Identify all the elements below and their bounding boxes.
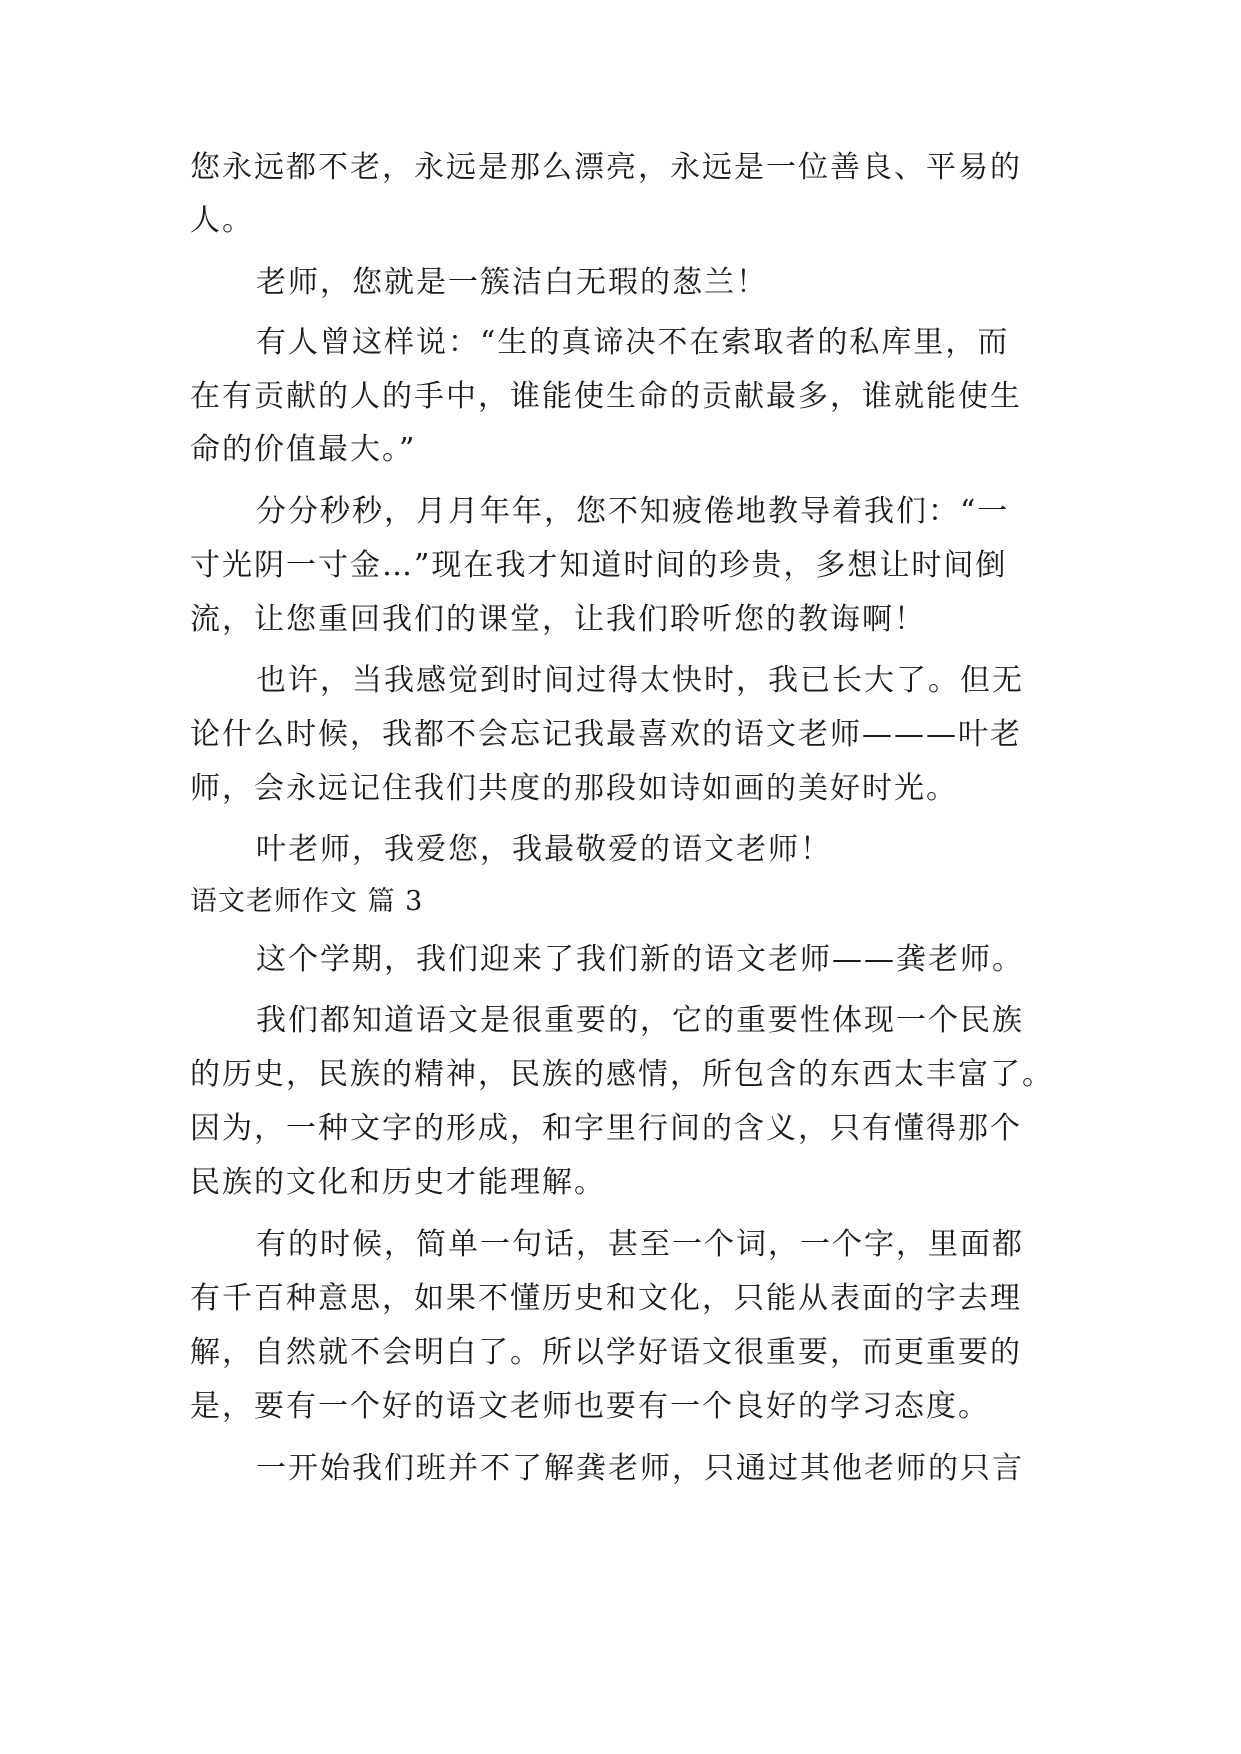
paragraph-line: 叶老师，我爱您，我最敬爱的语文老师！ bbox=[256, 832, 832, 867]
paragraph-line: 人。 bbox=[190, 203, 254, 238]
paragraph-line: 流，让您重回我们的课堂，让我们聆听您的教诲啊！ bbox=[190, 602, 926, 637]
paragraph-line: 一开始我们班并不了解龚老师，只通过其他老师的只言 bbox=[256, 1451, 1024, 1486]
paragraph-line: 有人曾这样说：“生的真谛决不在索取者的私库里，而 bbox=[256, 325, 1010, 360]
paragraph-line: 解，自然就不会明白了。所以学好语文很重要，而更重要的 bbox=[190, 1335, 1022, 1370]
paragraph-line: 师，会永远记住我们共度的那段如诗如画的美好时光。 bbox=[190, 771, 958, 806]
paragraph-line: 您永远都不老，永远是那么漂亮，永远是一位善良、平易的 bbox=[190, 150, 1022, 185]
section-heading: 语文老师作文 篇 3 bbox=[190, 886, 424, 917]
paragraph-line: 寸光阴一寸金…”现在我才知道时间的珍贵，多想让时间倒 bbox=[190, 548, 1008, 583]
paragraph-line: 民族的文化和历史才能理解。 bbox=[190, 1165, 606, 1200]
paragraph-line: 分分秒秒，月月年年，您不知疲倦地教导着我们：“一 bbox=[256, 494, 1010, 529]
paragraph-line: 命的价值最大。” bbox=[190, 432, 417, 467]
paragraph-line: 论什么时候，我都不会忘记我最喜欢的语文老师———叶老 bbox=[190, 717, 1022, 752]
paragraph-line: 因为，一种文字的形成，和字里行间的含义，只有懂得那个 bbox=[190, 1111, 1022, 1146]
paragraph-line: 是，要有一个好的语文老师也要有一个良好的学习态度。 bbox=[190, 1389, 990, 1424]
paragraph-line: 在有贡献的人的手中，谁能使生命的贡献最多，谁就能使生 bbox=[190, 379, 1022, 414]
paragraph-line: 老师，您就是一簇洁白无瑕的葱兰！ bbox=[256, 265, 768, 300]
paragraph-line: 我们都知道语文是很重要的，它的重要性体现一个民族 bbox=[256, 1003, 1024, 1038]
paragraph-line: 也许，当我感觉到时间过得太快时，我已长大了。但无 bbox=[256, 663, 1024, 698]
paragraph-line: 有千百种意思，如果不懂历史和文化，只能从表面的字去理 bbox=[190, 1281, 1022, 1316]
paragraph-line: 有的时候，简单一句话，甚至一个词，一个字，里面都 bbox=[256, 1227, 1024, 1262]
paragraph-line: 这个学期，我们迎来了我们新的语文老师——龚老师。 bbox=[256, 942, 1024, 977]
paragraph-line: 的历史，民族的精神，民族的感情，所包含的东西太丰富了。 bbox=[190, 1057, 1054, 1092]
